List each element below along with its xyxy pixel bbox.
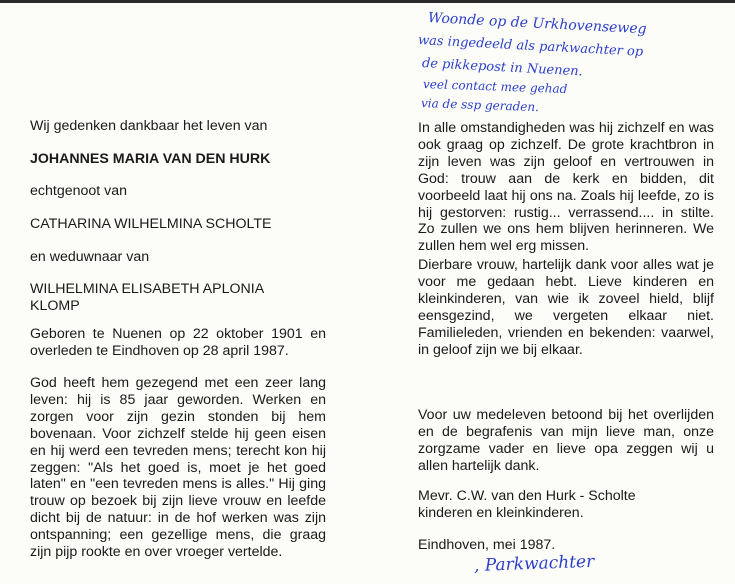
handwritten-line-5: via de ssp geraden. bbox=[420, 96, 540, 115]
handwritten-line-3: de pikkepost in Nuenen. bbox=[421, 56, 584, 80]
handwritten-line-4: veel contact mee gehad bbox=[422, 77, 568, 97]
handwritten-line-2: was ingedeeld als parkwachter op bbox=[417, 33, 644, 60]
signature-line1: Mevr. C.W. van den Hurk - Scholte bbox=[418, 488, 636, 504]
first-wife-name-line2: KLOMP bbox=[30, 298, 80, 314]
birth-death-paragraph: Geboren te Nuenen op 22 oktober 1901 en overleden te Eindhoven op 28 april 1987. bbox=[30, 326, 326, 359]
handwritten-footer-note: , Parkwachter bbox=[473, 551, 595, 576]
handwritten-line-1: Woonde op de Urkhovenseweg bbox=[427, 10, 648, 38]
thanks-paragraph: Voor uw medeleven betoond bij het overlijden en de begrafenis van mijn lieve man, onze zorgzame vader en lieve opa zeggen wij u allen hartelijk dank. bbox=[418, 407, 714, 474]
intro-text: Wij gedenken dankbaar het leven van bbox=[30, 118, 268, 134]
first-wife-name-line1: WILHELMINA ELISABETH APLONIA bbox=[30, 281, 265, 297]
life-paragraph: God heeft hem gezegend met een zeer lang leven: hij is 85 jaar geworden. Werken en zorgen voor zijn gezin stonden bij hem bovenaan. Voor zichzelf stelde hij geen eisen en hij werd een tevreden mens; terecht kon hij zeggen: "Als het goed is, moet je het goed laten" en "een tevreden mens is alles." Hij ging trouw op bezoek bij zijn lieve vrouw en leefde dicht bij de natuur: in de hof werken was zijn ontspanning; een gezellige mens, die graag zijn pijp rookte en over vroeger vertelde. bbox=[30, 375, 326, 561]
character-paragraph: In alle omstandigheden was hij zichzelf en was ook graag op zichzelf. De grote krachtbron in zijn leven was zijn geloof en vertrouwen in God: trouw aan de kerk en bidden, dit voorbeeld laat hij ons na. Zoals hij leefde, zo is hij gestorven: rustig... verrassend.... in stilte. Zo zullen we ons hem blijven herinneren. We zullen hem wel erg missen. bbox=[418, 120, 714, 255]
farewell-paragraph: Dierbare vrouw, hartelijk dank voor alles wat je voor me gedaan hebt. Lieve kinderen en kleinkinderen, van wie ik zoveel hield, blijf eensgezind, we vergeten elkaar niet. Familieleden, vrienden en bekenden: vaarwel, in geloof zijn we bij elkaar. bbox=[418, 257, 714, 358]
spouse-name: CATHARINA WILHELMINA SCHOLTE bbox=[30, 216, 272, 232]
deceased-name: JOHANNES MARIA VAN DEN HURK bbox=[30, 151, 271, 167]
signature-line2: kinderen en kleinkinderen. bbox=[418, 505, 584, 521]
widower-label: en weduwnaar van bbox=[30, 249, 150, 265]
place-date: Eindhoven, mei 1987. bbox=[418, 537, 556, 553]
scan-edge bbox=[0, 0, 735, 3]
spouse-label: echtgenoot van bbox=[30, 183, 128, 199]
